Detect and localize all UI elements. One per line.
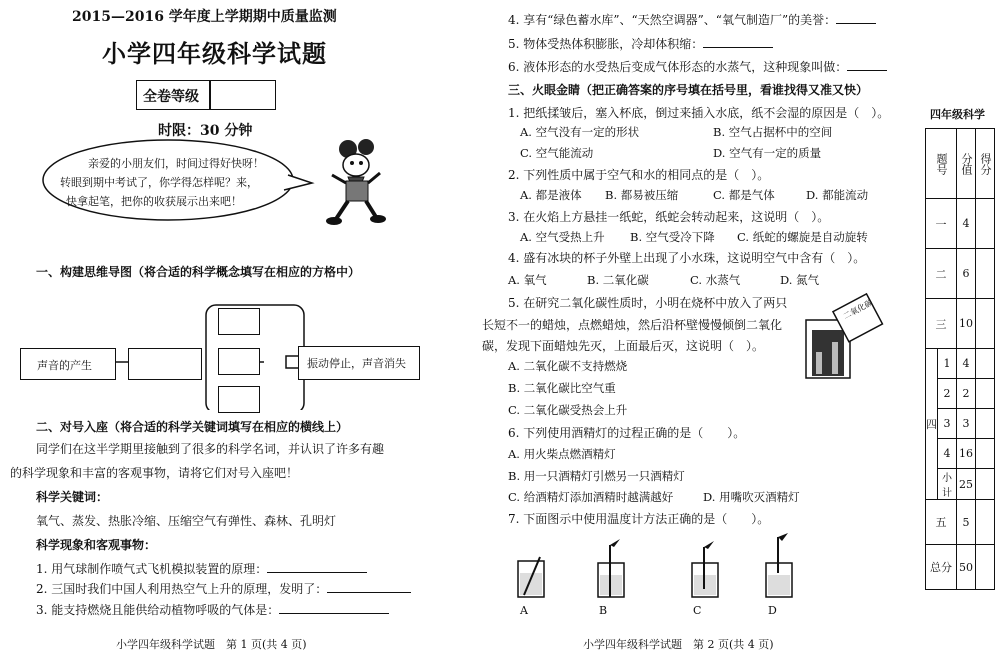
beaker-candle-figure — [800, 290, 890, 382]
mc2-option-b[interactable]: B. 都易被压缩 — [605, 188, 679, 202]
phenomena-label: 科学现象和客观事物： — [36, 538, 157, 552]
score-col-earned: 得分 — [976, 129, 995, 199]
score-earned-4-2[interactable] — [976, 379, 995, 409]
q5-answer-line[interactable] — [703, 35, 773, 48]
fill-question-4 — [508, 11, 876, 28]
score-value-2: 6 — [957, 249, 976, 299]
score-earned-1[interactable] — [976, 199, 995, 249]
score-value-total: 50 — [957, 545, 976, 590]
mc1-option-d[interactable]: D. 空气有一定的质量 — [713, 146, 822, 160]
q6-answer-line[interactable] — [847, 58, 887, 71]
mc1-option-a[interactable]: A. 空气没有一定的形状 — [520, 125, 640, 139]
score-sub-3: 3 — [938, 409, 957, 439]
score-earned-4-3[interactable] — [976, 409, 995, 439]
score-value-3: 10 — [957, 299, 976, 349]
thermometer-label-d[interactable]: D — [768, 604, 777, 617]
time-limit: 时限：30 分钟 — [158, 123, 253, 139]
mindmap-start-box — [20, 348, 116, 380]
mindmap-blank-1[interactable] — [128, 348, 202, 380]
bubble-line-1: 亲爱的小朋友们，时间过得好快呀！ — [88, 157, 264, 170]
mc5-line-3: 碳，发现下面蜡烛先灭，上面最后灭，这说明（ ）。 — [482, 339, 765, 353]
mc5-option-b[interactable]: B. 二氧化碳比空气重 — [508, 381, 616, 395]
mc3-option-a[interactable]: A. 空气受热上升 — [520, 230, 605, 244]
score-row-3: 三 — [926, 299, 957, 349]
mc5-option-a[interactable]: A. 二氧化碳不支持燃烧 — [508, 359, 628, 373]
mc4-option-b[interactable]: B. 二氧化碳 — [587, 273, 649, 287]
mc2-option-c[interactable]: C. 都是气体 — [713, 188, 775, 202]
q1-text: 1. 用气球制作喷气式飞机模拟装置的原理： — [36, 562, 268, 576]
fill-question-3 — [36, 601, 389, 618]
section2-intro-1: 同学们在这半学期里接触到了很多的科学名词，并认识了许多有趣 — [36, 442, 385, 456]
score-row-1: 一 — [926, 199, 957, 249]
mc6-option-c[interactable]: C. 给酒精灯添加酒精时越满越好 — [508, 490, 674, 504]
mc5-option-c[interactable]: C. 二氧化碳受热会上升 — [508, 403, 628, 417]
score-earned-4-1[interactable] — [976, 349, 995, 379]
score-table — [925, 128, 995, 590]
q6-text: 6. 液体形态的水受热后变成气体形态的水蒸气，这种现象叫做： — [508, 60, 848, 74]
score-earned-2[interactable] — [976, 249, 995, 299]
mc4-option-a[interactable]: A. 氧气 — [508, 273, 547, 287]
beaker-co2-label: 二氧化碳 — [841, 298, 875, 321]
q4-answer-line[interactable] — [836, 11, 876, 24]
thermometer-label-c[interactable]: C — [693, 604, 702, 617]
mc4-option-d[interactable]: D. 氮气 — [780, 273, 820, 287]
bubble-line-3: 快拿起笔，把你的收获展示出来吧！ — [66, 195, 242, 208]
score-row-total: 总分 — [926, 545, 957, 590]
mindmap-start-label: 声音的产生 — [37, 359, 92, 372]
keywords-label: 科学关键词： — [36, 490, 109, 504]
q4-text: 4. 享有“绿色蓄水库”、“天然空调器”、“氧气制造厂”的美誉： — [508, 13, 837, 27]
score-col-value: 分值 — [957, 129, 976, 199]
bubble-line-2: 转眼到期中考试了，你学得怎样呢？来， — [60, 176, 258, 189]
score-value-4-2: 2 — [957, 379, 976, 409]
mindmap-blank-4[interactable] — [218, 386, 260, 413]
score-sub-2: 2 — [938, 379, 957, 409]
section2-intro-2: 的科学现象和丰富的客观事物，请将它们对号入座吧！ — [10, 466, 299, 480]
score-row-2: 二 — [926, 249, 957, 299]
score-value-5: 5 — [957, 500, 976, 545]
score-value-4-total: 25 — [957, 469, 976, 500]
q2-answer-line[interactable] — [327, 580, 411, 593]
q1-answer-line[interactable] — [267, 560, 367, 573]
score-earned-5[interactable] — [976, 500, 995, 545]
section3-title: 三、火眼金睛（把正确答案的序号填在括号里，看谁找得又准又快） — [508, 83, 869, 97]
mc2-option-a[interactable]: A. 都是液体 — [520, 188, 582, 202]
fill-question-6 — [508, 58, 887, 75]
mc-question-3: 3. 在火焰上方悬挂一纸蛇，纸蛇会转动起来，这说明（ ）。 — [508, 210, 830, 224]
mc3-option-b[interactable]: B. 空气受冷下降 — [630, 230, 715, 244]
q3-answer-line[interactable] — [279, 601, 389, 614]
right-footer: 小学四年级科学试题 第 2 页(共 4 页) — [583, 638, 774, 651]
score-row-4: 四 — [926, 349, 938, 500]
mc4-option-c[interactable]: C. 水蒸气 — [690, 273, 741, 287]
thermometer-label-a[interactable]: A — [520, 604, 528, 617]
fill-question-1 — [36, 560, 367, 577]
score-value-4-4: 16 — [957, 439, 976, 469]
q2-text: 2. 三国时我们中国人利用热空气上升的原理，发明了： — [36, 582, 328, 596]
score-earned-4-4[interactable] — [976, 439, 995, 469]
mindmap-blank-3[interactable] — [218, 348, 260, 375]
q5-text: 5. 物体受热体积膨胀，冷却体积缩： — [508, 37, 704, 51]
mc6-option-b[interactable]: B. 用一只酒精灯引燃另一只酒精灯 — [508, 469, 685, 483]
score-table-title: 四年级科学 — [930, 108, 985, 121]
score-earned-4-total[interactable] — [976, 469, 995, 500]
mc-question-7: 7. 下面图示中使用温度计方法正确的是（ ）。 — [508, 512, 770, 526]
mc-question-1: 1. 把纸揉皱后，塞入杯底，倒过来插入水底，纸不会湿的原因是（ ）。 — [508, 106, 890, 120]
score-earned-total[interactable] — [976, 545, 995, 590]
mc-question-6: 6. 下列使用酒精灯的过程正确的是（ ）。 — [508, 426, 746, 440]
mc6-option-a[interactable]: A. 用火柴点燃酒精灯 — [508, 447, 616, 461]
score-sub-1: 1 — [938, 349, 957, 379]
score-row-5: 五 — [926, 500, 957, 545]
mc-question-4: 4. 盛有冰块的杯子外壁上出现了小水珠，这说明空气中含有（ ）。 — [508, 251, 866, 265]
fill-question-2 — [36, 580, 411, 597]
page-title: 小学四年级科学试题 — [102, 39, 327, 68]
score-sub-subtotal: 小计 — [938, 469, 957, 500]
section2-title: 二、对号入座（将合适的科学关键词填写在相应的横线上） — [36, 420, 349, 434]
mc5-line-1: 5. 在研究二氧化碳性质时，小明在烧杯中放入了两只 — [508, 296, 788, 310]
thermometer-label-b[interactable]: B — [599, 604, 608, 617]
fill-question-5 — [508, 35, 773, 52]
mc2-option-d[interactable]: D. 都能流动 — [806, 188, 869, 202]
section1-title: 一、构建思维导图（将合适的科学概念填写在相应的方格中） — [36, 265, 361, 279]
cartoon-mascot-icon — [318, 135, 390, 227]
mc6-option-d[interactable]: D. 用嘴吹灭酒精灯 — [703, 490, 800, 504]
score-value-4-1: 4 — [957, 349, 976, 379]
mc-question-2: 2. 下列性质中属于空气和水的相同点的是（ ）。 — [508, 168, 770, 182]
mc5-line-2: 长短不一的蜡烛，点燃蜡烛，然后沿杯壁慢慢倾倒二氧化 — [482, 318, 783, 332]
mindmap-end-box — [298, 346, 420, 380]
score-earned-3[interactable] — [976, 299, 995, 349]
thermometer-figures — [510, 533, 810, 603]
mc3-option-c[interactable]: C. 纸蛇的螺旋是自动旋转 — [737, 230, 868, 244]
mindmap-end-label: 振动停止，声音消失 — [307, 357, 406, 370]
q3-text: 3. 能支持燃烧且能供给动植物呼吸的气体是： — [36, 603, 280, 617]
left-footer: 小学四年级科学试题 第 1 页(共 4 页) — [116, 638, 307, 651]
mc1-option-b[interactable]: B. 空气占据杯中的空间 — [713, 125, 833, 139]
score-sub-4: 4 — [938, 439, 957, 469]
header-line: 2015—2016 学年度上学期期中质量监测 — [72, 9, 337, 25]
keywords-list: 氧气、蒸发、热胀冷缩、压缩空气有弹性、森林、孔明灯 — [36, 514, 337, 528]
mindmap-blank-2[interactable] — [218, 308, 260, 335]
mc1-option-c[interactable]: C. 空气能流动 — [520, 146, 594, 160]
grade-label: 全卷等级 — [143, 89, 199, 105]
score-col-question: 题号 — [926, 129, 957, 199]
score-value-1: 4 — [957, 199, 976, 249]
score-value-4-3: 3 — [957, 409, 976, 439]
grade-box — [136, 80, 276, 110]
